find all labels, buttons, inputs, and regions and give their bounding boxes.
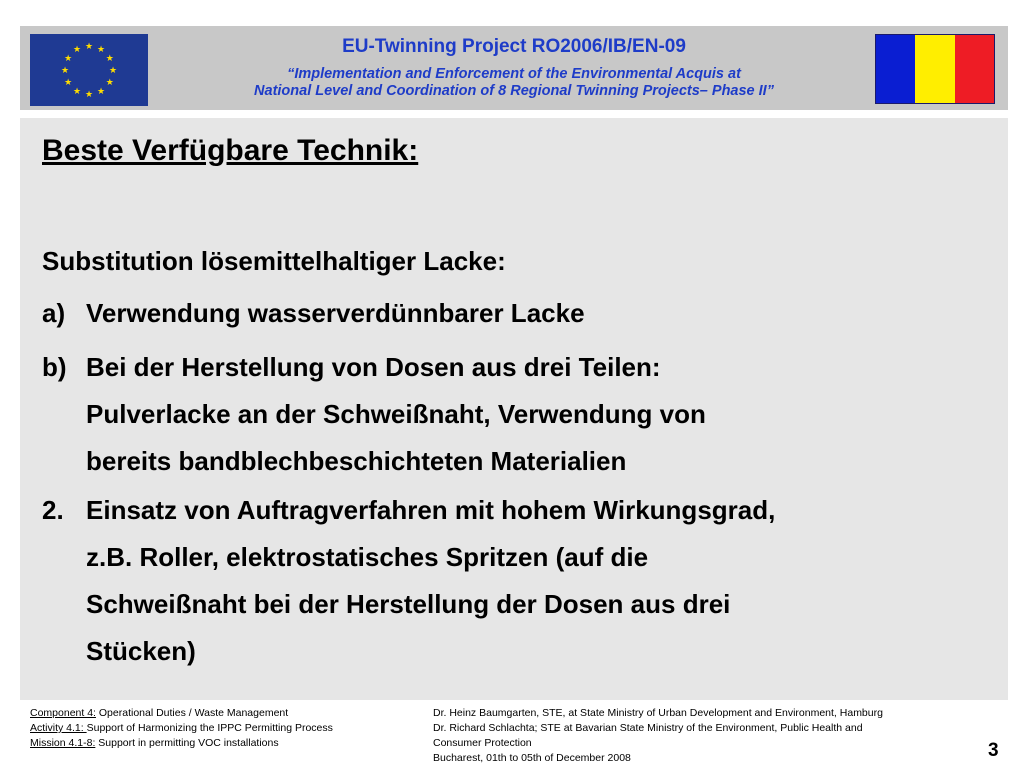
ro-flag-yellow-stripe [915,35,954,103]
ro-flag-blue-stripe [876,35,915,103]
list-item-text: Einsatz von Auftragverfahren mit hohem Wirkungsgrad, z.B. Roller, elektrostatisches Spritzen (auf die Schweißnaht bei der Herstellung der Dosen aus drei Stücken) [86,495,776,666]
eu-star-icon: ★ [64,77,73,87]
eu-star-icon: ★ [64,53,73,63]
footer-activity: Activity 4.1: Support of Harmonizing the IPPC Permitting Process [30,722,333,734]
eu-star-icon: ★ [96,85,106,96]
eu-star-icon: ★ [84,89,94,99]
eu-star-icon: ★ [84,41,94,51]
project-subtitle [20,66,1008,100]
project-subtitle-line-1: “Implementation and Enforcement of the Environmental Acquis at [287,66,741,82]
eu-star-icon: ★ [96,44,106,55]
project-title: EU-Twinning Project RO2006/IB/EN-09 [342,36,686,57]
footer-mission: Mission 4.1-8: Support in permitting VOC installations [30,737,279,749]
page-number: 3 [988,740,999,761]
eu-star-icon: ★ [72,85,82,96]
list-item-2 [42,487,992,675]
slide-header [20,26,1008,110]
list-item-b [42,344,992,485]
footer-date: Bucharest, 01th to 05th of December 2008 [433,752,631,764]
eu-star-icon: ★ [72,44,82,55]
list-item-text: Verwendung wasserverdünnbarer Lacke [86,298,585,328]
list-marker: a) [42,298,66,328]
list-item-a [42,290,992,337]
eu-star-icon: ★ [108,65,118,75]
footer-author-2: Dr. Richard Schlachta; STE at Bavarian State Ministry of the Environment, Public Health and [433,722,863,734]
footer-left [30,706,333,751]
ro-flag-red-stripe [955,35,994,103]
footer-right [433,706,993,766]
footer-author-2-cont: Consumer Protection [433,737,532,749]
eu-star-icon: ★ [105,53,114,63]
list-marker: 2. [42,495,64,525]
eu-star-icon: ★ [60,65,70,75]
eu-star-icon: ★ [105,77,114,87]
footer-author-1: Dr. Heinz Baumgarten, STE, at State Ministry of Urban Development and Environment, Hamburg [433,707,883,719]
footer-component: Component 4: Operational Duties / Waste Management [30,707,289,719]
slide-subtitle: Substitution lösemittelhaltiger Lacke: [42,246,506,276]
slide-heading: Beste Verfügbare Technik: [42,134,419,167]
list-marker: b) [42,352,67,382]
list-item-text: Bei der Herstellung von Dosen aus drei Teilen: Pulverlacke an der Schweißnaht, Verwendung von bereits bandblechbeschichteten Materialien [86,352,706,476]
romania-flag-icon [875,34,995,104]
slide-content [20,118,1008,700]
project-subtitle-line-2: National Level and Coordination of 8 Regional Twinning Projects– Phase II” [254,83,774,99]
